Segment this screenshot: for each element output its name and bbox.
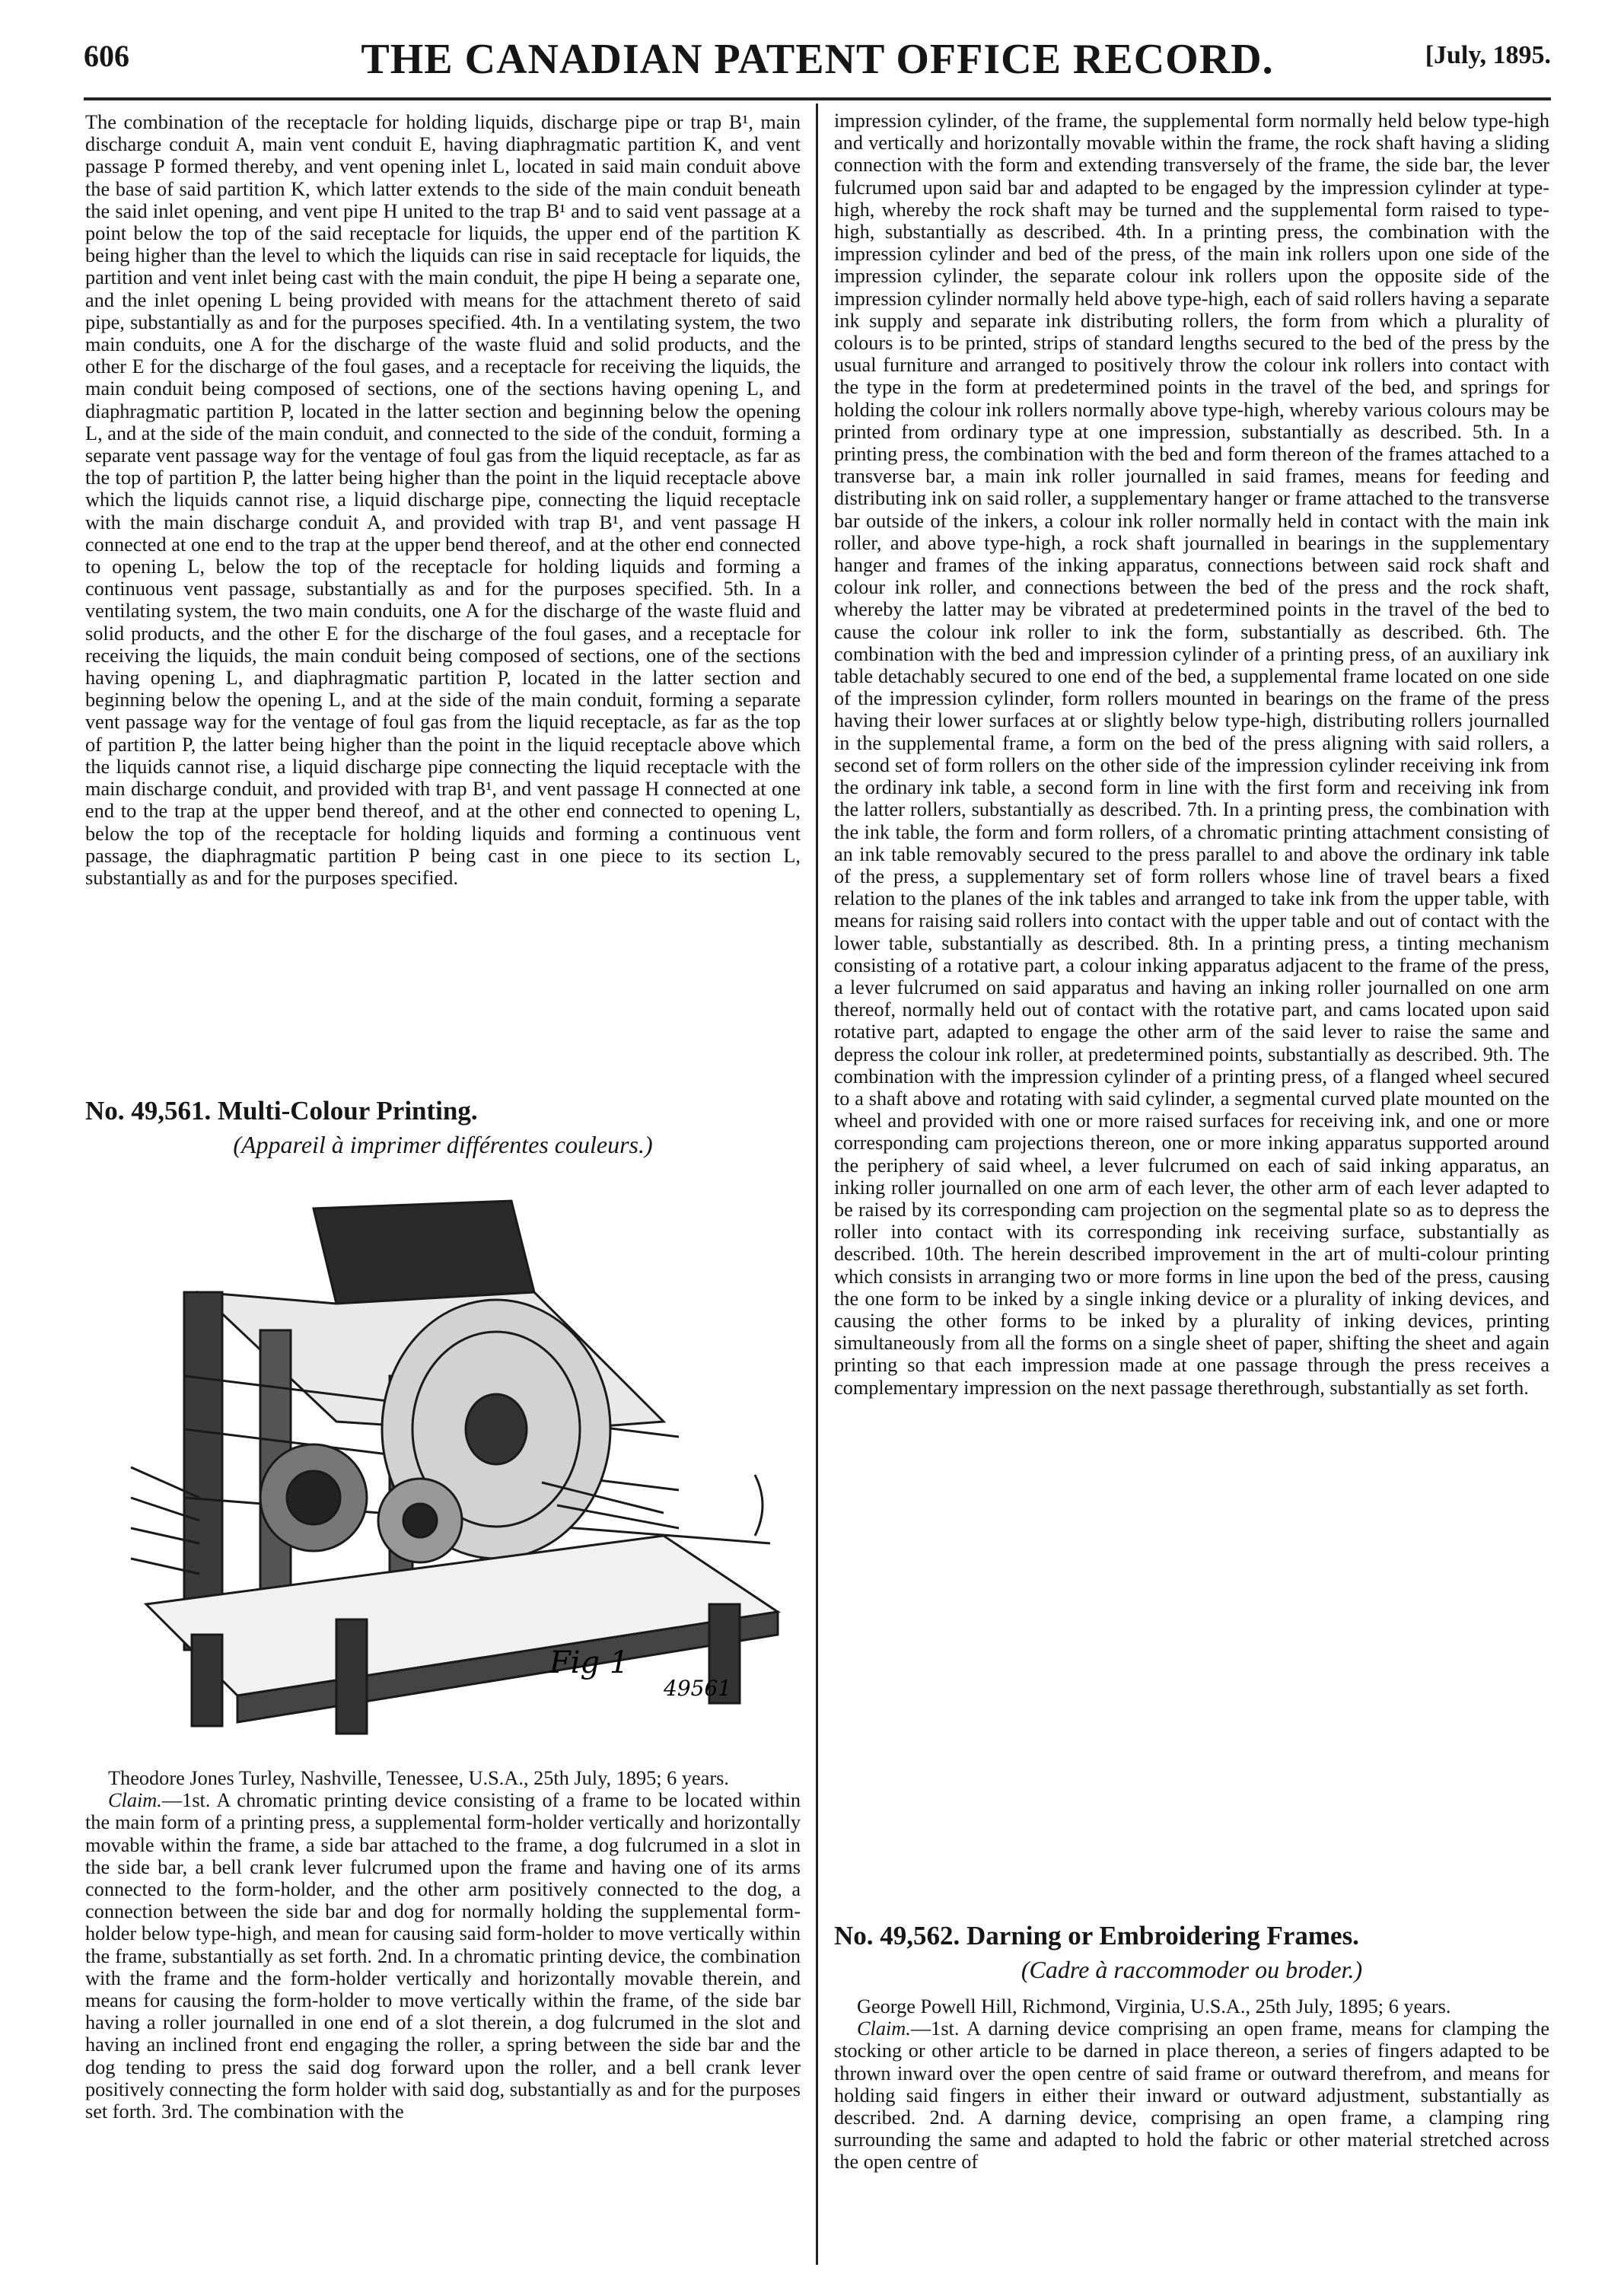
section-49562-body (834, 1995, 1549, 2173)
issue-date: [July, 1895. (1425, 41, 1551, 69)
inventor-line: George Powell Hill, Richmond, Virginia, U.S.A., 25th July, 1895; 6 years. (857, 1995, 1451, 2017)
header-rule (84, 97, 1551, 100)
section-heading-49562: No. 49,562. Darning or Embroidering Frames. (834, 1921, 1359, 1950)
patent-figure (85, 1178, 801, 1741)
page-number: 606 (84, 39, 129, 73)
journal-title: THE CANADIAN PATENT OFFICE RECORD. (361, 36, 1274, 83)
figure-number: 49561 (664, 1676, 732, 1701)
claim-label: Claim. (108, 1789, 162, 1812)
section-49561-claims-right (834, 110, 1549, 1399)
section-49561-claims-left (85, 1767, 801, 2122)
figure-label: Fig 1 (549, 1645, 629, 1680)
section-subheading-49561: (Appareil à imprimer différentes couleurs.) (233, 1131, 653, 1158)
page-header (84, 35, 1551, 82)
section-subheading-49562: (Cadre à raccommoder ou broder.) (1021, 1956, 1363, 1983)
claim-paragraph (834, 2017, 1549, 2173)
claim-paragraph (85, 1789, 801, 2122)
column-divider (816, 103, 818, 2265)
claim-text: —1st. A darning device comprising an open frame, means for clamping the stocking or other article to be darned in place thereon, a series of fingers adapted to be thrown inward over the open centre of said frame or outward therefrom, and means for holding said fingers in either their inward or outward adjustment, substantially as described. 2nd. A darning device, comprising an open frame, a clamping ring surrounding the same and adapted to hold the fabric or other material stretched across the open centre of (834, 2017, 1549, 2173)
previous-patent-continuation (85, 111, 801, 889)
paragraph: The combination of the receptacle for holding liquids, discharge pipe or trap B¹, main discharge conduit A, main vent conduit E, having diaphragmatic partition K, and vent passage P formed thereby, and vent opening inlet L, located in said main conduit above the base of said partition K, which latter extends to the side of the main conduit beneath the said inlet opening, and vent pipe H united to the trap B¹ and to said vent passage at a point below the top of the said receptacle for liquids, the upper end of the partition K being higher than the level to which the liquids can rise in said receptacle for liquids, the partition and vent inlet being cast with the main conduit, the pipe H being a separate one, and the inlet opening L being provided with means for the attachment thereto of said pipe, substantially as and for the purposes specified. 4th. In a ventilating system, the two main conduits, one A for the discharge of the waste fluid and solid products, and the other E for the discharge of the foul gases, and a receptacle for receiving the liquids, the main conduit being composed of sections, one of the sections having opening L, and diaphragmatic partition P, located in the latter section and beginning below the opening L, and at the side of the main conduit, and connected to the side of the conduit, forming a separate vent passage way for the ventage of foul gas from the liquid receptacle, as far as the top of partition P, the latter being higher than the point in the liquid receptacle above which the liquids cannot rise, a liquid discharge pipe, connecting the liquid receptacle with the main discharge conduit A, and provided with trap B¹, and vent passage H connected at one end to the trap at the upper bend thereof, and at the other end connected to opening L, below the top of the receptacle for holding liquids and forming a continuous vent passage, substantially as and for the purposes specified. 5th. In a ventilating system, the two main conduits, one A for the discharge of the waste fluid and solid products, and the other E for the discharge of the foul gases, and a receptacle for receiving the liquids, the main conduit being composed of sections, one of the sections having opening L, and diaphragmatic partition P, located in the latter section and beginning below the opening L, and at the side of the main conduit, forming a separate vent passage way for the ventage of foul gas from the liquid receptacle, as far as the top of partition P, the latter being higher than the point in the liquid receptacle above which the liquids cannot rise, a liquid discharge pipe connecting the liquid receptacle with the main discharge conduit, and provided with trap B¹, and vent passage H connected at one end to the trap at the upper bend thereof, and at the other end connected to opening L, below the top of the receptacle for holding liquids and forming a continuous vent passage, the diaphragmatic partition P being cast in one piece to its section L, substantially as and for the purposes specified. (85, 111, 801, 889)
claim-label: Claim. (857, 2017, 911, 2040)
section-heading-49561: No. 49,561. Multi-Colour Printing. (85, 1096, 478, 1126)
claim-text: —1st. A chromatic printing device consisting of a frame to be located within the main form of a printing press, a supplemental form-holder vertically and horizontally movable within the frame, a side bar attached to the frame, a dog fulcrumed in a slot in the side bar, a bell crank lever fulcrumed upon the frame and having one of its arms connected to the form-holder, and the other arm positively connected to the dog, a connection between the side bar and dog for normally holding the supplemental form-holder below type-high, and mean for causing said form-holder to move vertically within the frame, substantially as set forth. 2nd. In a chromatic printing device, the combination with the frame and the form-holder vertically and horizontally movable therein, and means for causing the form-holder to move vertically within the frame, of the side bar having a roller journalled in one end of a slot therein, a dog fulcrumed in the slot and having an inclined front end engaging the roller, a spring between the side bar and the dog tending to press the said dog forward upon the roller, and a bell crank lever positively connecting the form holder with said dog, substantially as and for the purposes set forth. 3rd. The combination with the (85, 1789, 801, 2123)
inventor-line: Theodore Jones Turley, Nashville, Tenessee, U.S.A., 25th July, 1895; 6 years. (108, 1767, 729, 1789)
top-plate (314, 1201, 534, 1304)
claim-continuation: impression cylinder, of the frame, the supplemental form normally held below type-high and vertically and horizontally movable within the frame, the rock shaft having a sliding connection with the form and extending transversely of the frame, the side bar, the lever fulcrumed upon said bar and adapted to be engaged by the impression cylinder at type-high, whereby the rock shaft may be turned and the supplemental form raised to type-high, substantially as described. 4th. In a printing press, the combination with the impression cylinder and bed of the press, of the main ink rollers upon one side of the impression cylinder, the separate colour ink rollers upon the opposite side of the impression cylinder normally held above type-high, each of said rollers having a separate ink supply and separate ink distributing rollers, the form from which a plurality of colours is to be printed, strips of standard lengths secured to the bed of the press by the usual furniture and arranged to positively throw the colour ink rollers into contact with the type in the form at predetermined points in the travel of the bed, and springs for holding the colour ink rollers normally above type-high, whereby various colours may be printed from ordinary type at one impression, substantially as described. 5th. In a printing press, the combination with the bed and form thereon of the frames attached to a transverse bar, a main ink roller journalled in said frames, means for feeding and distributing ink on said roller, a supplementary hanger or frame attached to the transverse bar outside of the inkers, a colour ink roller normally held in contact with the main ink roller, and above type-high, a rock shaft journalled in bearings in the supplementary hanger and frames of the inking apparatus, connections between said rock shaft and colour ink roller, and connections between the bed of the press and the rock shaft, whereby the latter may be vibrated at predetermined points in the travel of the bed to cause the colour ink roller to ink the form, substantially as described. 6th. The combination with the bed and impression cylinder of a printing press, of an auxiliary ink table detachably secured to one end of the bed, a supplemental frame located on one side of the impression cylinder, form rollers mounted in bearings on the frame of the press having their lower surfaces at or slightly below type-high, distributing rollers journalled in the supplemental frame, a form on the bed of the press aligning with said rollers, a second set of form rollers on the other side of the impression cylinder receiving ink from the ordinary ink table, a second form in line with the first form and receiving ink from the latter rollers, substantially as described. 7th. In a printing press, the combination with the ink table, the form and form rollers, of a chromatic printing attachment consisting of an ink table removably secured to the press parallel to and above the ordinary ink table of the press, a supplementary set of form rollers whose line of travel bears a fixed relation to the planes of the ink tables and arranged to take ink from the upper table, with means for raising said rollers into contact with the upper table and out of contact with the lower table, substantially as described. 8th. In a printing press, a tinting mechanism consisting of a rotative part, a colour inking apparatus adjacent to the frame of the press, a lever fulcrumed on said apparatus and having an inking roller journalled on one arm thereof, normally held out of contact with the rotative part, and cams located upon said rotative part, adapted to engage the other arm of the said lever to raise the same and depress the colour ink roller, at predetermined points, substantially as described. 9th. The combination with the impression cylinder of a printing press, of a flanged wheel secured to a shaft above and rotating with said cylinder, a segmental curved plate mounted on the wheel and provided with one or more raised surfaces for receiving ink, and one or more corresponding cam projections thereon, one or more inking apparatus supported around the periphery of said wheel, a lever fulcrumed on each of said inking apparatus, an inking roller journalled on one arm of each lever, the other arm of each lever adapted to be raised by its corresponding cam projection on the segmental plate so as to depress the roller into contact with its corresponding ink receiving surface, substantially as described. 10th. The herein described improvement in the art of multi-colour printing which consists in arranging two or more forms in line upon the bed of the press, causing the one form to be inked by a single inking device or a plurality of inking devices, and causing the other forms to be inked by a plurality of inking devices, printing simultaneously from all the forms on a single sheet of paper, shifting the sheet and again printing so that each impression made at one passage through the press receives a complementary impression on the next passage therethrough, substantially as set forth. (834, 110, 1549, 1399)
